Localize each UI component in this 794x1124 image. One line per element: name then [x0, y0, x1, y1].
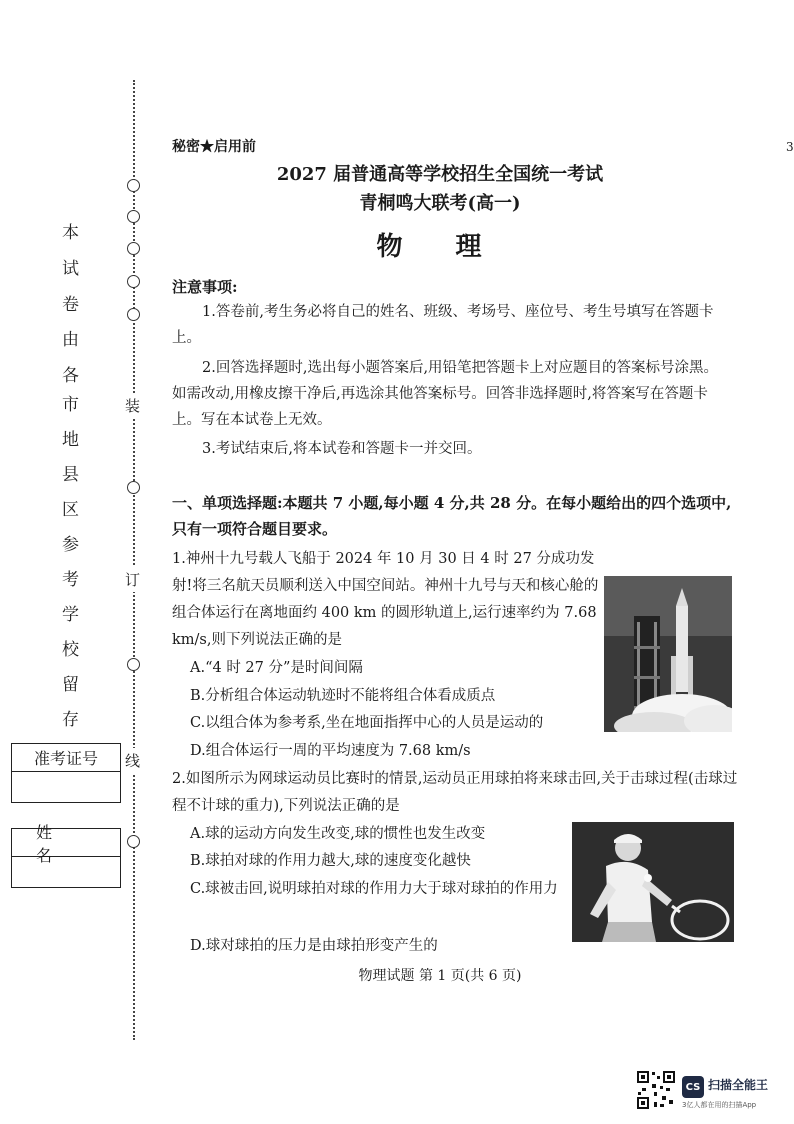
question-2-option-c: C.球被击回,说明球拍对球的作用力大于球对球拍的作用力	[190, 881, 558, 897]
question-1-option-b: B.分析组合体运动轨迹时不能将组合体看成质点	[190, 688, 496, 704]
cut-label-zhuang: 装	[125, 393, 140, 418]
notice-item-1: 1.答卷前,考生务必将自己的姓名、班级、考场号、座位号、考生号填写在答题卡上。	[172, 304, 714, 346]
page-corner-number: 3	[786, 140, 794, 154]
camscanner-tagline: 3亿人都在用的扫描App	[682, 1101, 757, 1109]
subject-title: 物 理	[376, 232, 504, 262]
section-heading: 一、单项选择题:本题共 7 小题,每小题 4 分,共 28 分。在每小题给出的四个选项中,只有一项符合题目要求。	[172, 494, 732, 538]
question-2-option-d: D.球对球拍的压力是由球拍形变产生的	[190, 938, 438, 954]
notice-item-3: 3.考试结束后,将本试卷和答题卡一并交回。	[202, 441, 482, 457]
question-1-option-d: D.组合体运行一周的平均速度为 7.68 km/s	[190, 743, 471, 759]
binding-dashed-line	[133, 80, 135, 1040]
exam-id-field[interactable]	[12, 772, 120, 802]
cut-label-ding: 订	[125, 567, 140, 592]
note-char: 学	[62, 605, 79, 625]
note-char: 本	[62, 223, 79, 243]
cut-label-xian: 线	[125, 748, 140, 773]
binding-hole	[127, 275, 140, 288]
camscanner-name: 扫描全能王	[708, 1078, 769, 1092]
notice-item-2: 2.回答选择题时,选出每小题答案后,用铅笔把答题卡上对应题目的答案标号涂黑。如需改动,用橡皮擦干净后,再选涂其他答案标号。回答非选择题时,将答案写在答题卡上。写在本试卷上无效。	[172, 360, 719, 428]
question-1-option-a: A.“4 时 27 分”是时间间隔	[190, 660, 363, 676]
page-footer: 物理试题 第 1 页(共 6 页)	[358, 968, 522, 984]
note-char: 考	[62, 570, 79, 590]
binding-hole	[127, 210, 140, 223]
note-char: 各	[62, 366, 79, 386]
binding-hole	[127, 835, 140, 848]
tennis-player-photo	[572, 822, 734, 942]
note-char: 县	[62, 465, 79, 485]
exam-id-box	[11, 743, 121, 803]
rocket-launch-photo	[604, 576, 732, 732]
question-2-option-a: A.球的运动方向发生改变,球的惯性也发生改变	[190, 826, 486, 842]
exam-subtitle: 青桐鸣大联考(高一)	[359, 193, 521, 214]
notice-heading: 注意事项:	[172, 278, 238, 296]
binding-hole	[127, 308, 140, 321]
binding-hole	[127, 481, 140, 494]
name-box	[11, 822, 121, 888]
note-char: 留	[62, 675, 79, 695]
binding-hole	[127, 179, 140, 192]
note-char: 参	[62, 535, 79, 555]
confidential-mark: 秘密★启用前	[172, 139, 256, 155]
camscanner-logo: CS	[682, 1076, 704, 1098]
exam-id-label: 准考证号	[12, 744, 120, 772]
note-char: 试	[62, 259, 79, 279]
note-char: 校	[62, 640, 79, 660]
question-1-stem: 1.神州十九号载人飞船于 2024 年 10 月 30 日 4 时 27 分成功发射!将三名航天员顺利送入中国空间站。神州十九号与天和核心舱的组合体运行在离地面约 400 km 的圆形轨道上,运行速率约为 7.68 km/s,则下列说法正确的是	[172, 551, 599, 648]
question-1-option-c: C.以组合体为参考系,坐在地面指挥中心的人员是运动的	[190, 715, 544, 731]
exam-title: 2027 届普通高等学校招生全国统一考试	[276, 164, 604, 185]
question-2-stem: 2.如图所示为网球运动员比赛时的情景,运动员正用球拍将来球击回,关于击球过程(击球过程不计球的重力),下列说法正确的是	[172, 771, 738, 814]
note-char: 市	[62, 395, 79, 415]
note-char: 存	[62, 710, 79, 730]
qr-code-icon	[636, 1070, 676, 1110]
note-char: 卷	[62, 295, 79, 315]
question-2-option-b: B.球拍对球的作用力越大,球的速度变化越快	[190, 853, 471, 869]
note-char: 由	[62, 330, 79, 350]
note-char: 地	[62, 430, 79, 450]
binding-hole	[127, 242, 140, 255]
name-label: 姓 名	[12, 829, 120, 857]
note-char: 区	[62, 500, 79, 520]
binding-hole	[127, 658, 140, 671]
